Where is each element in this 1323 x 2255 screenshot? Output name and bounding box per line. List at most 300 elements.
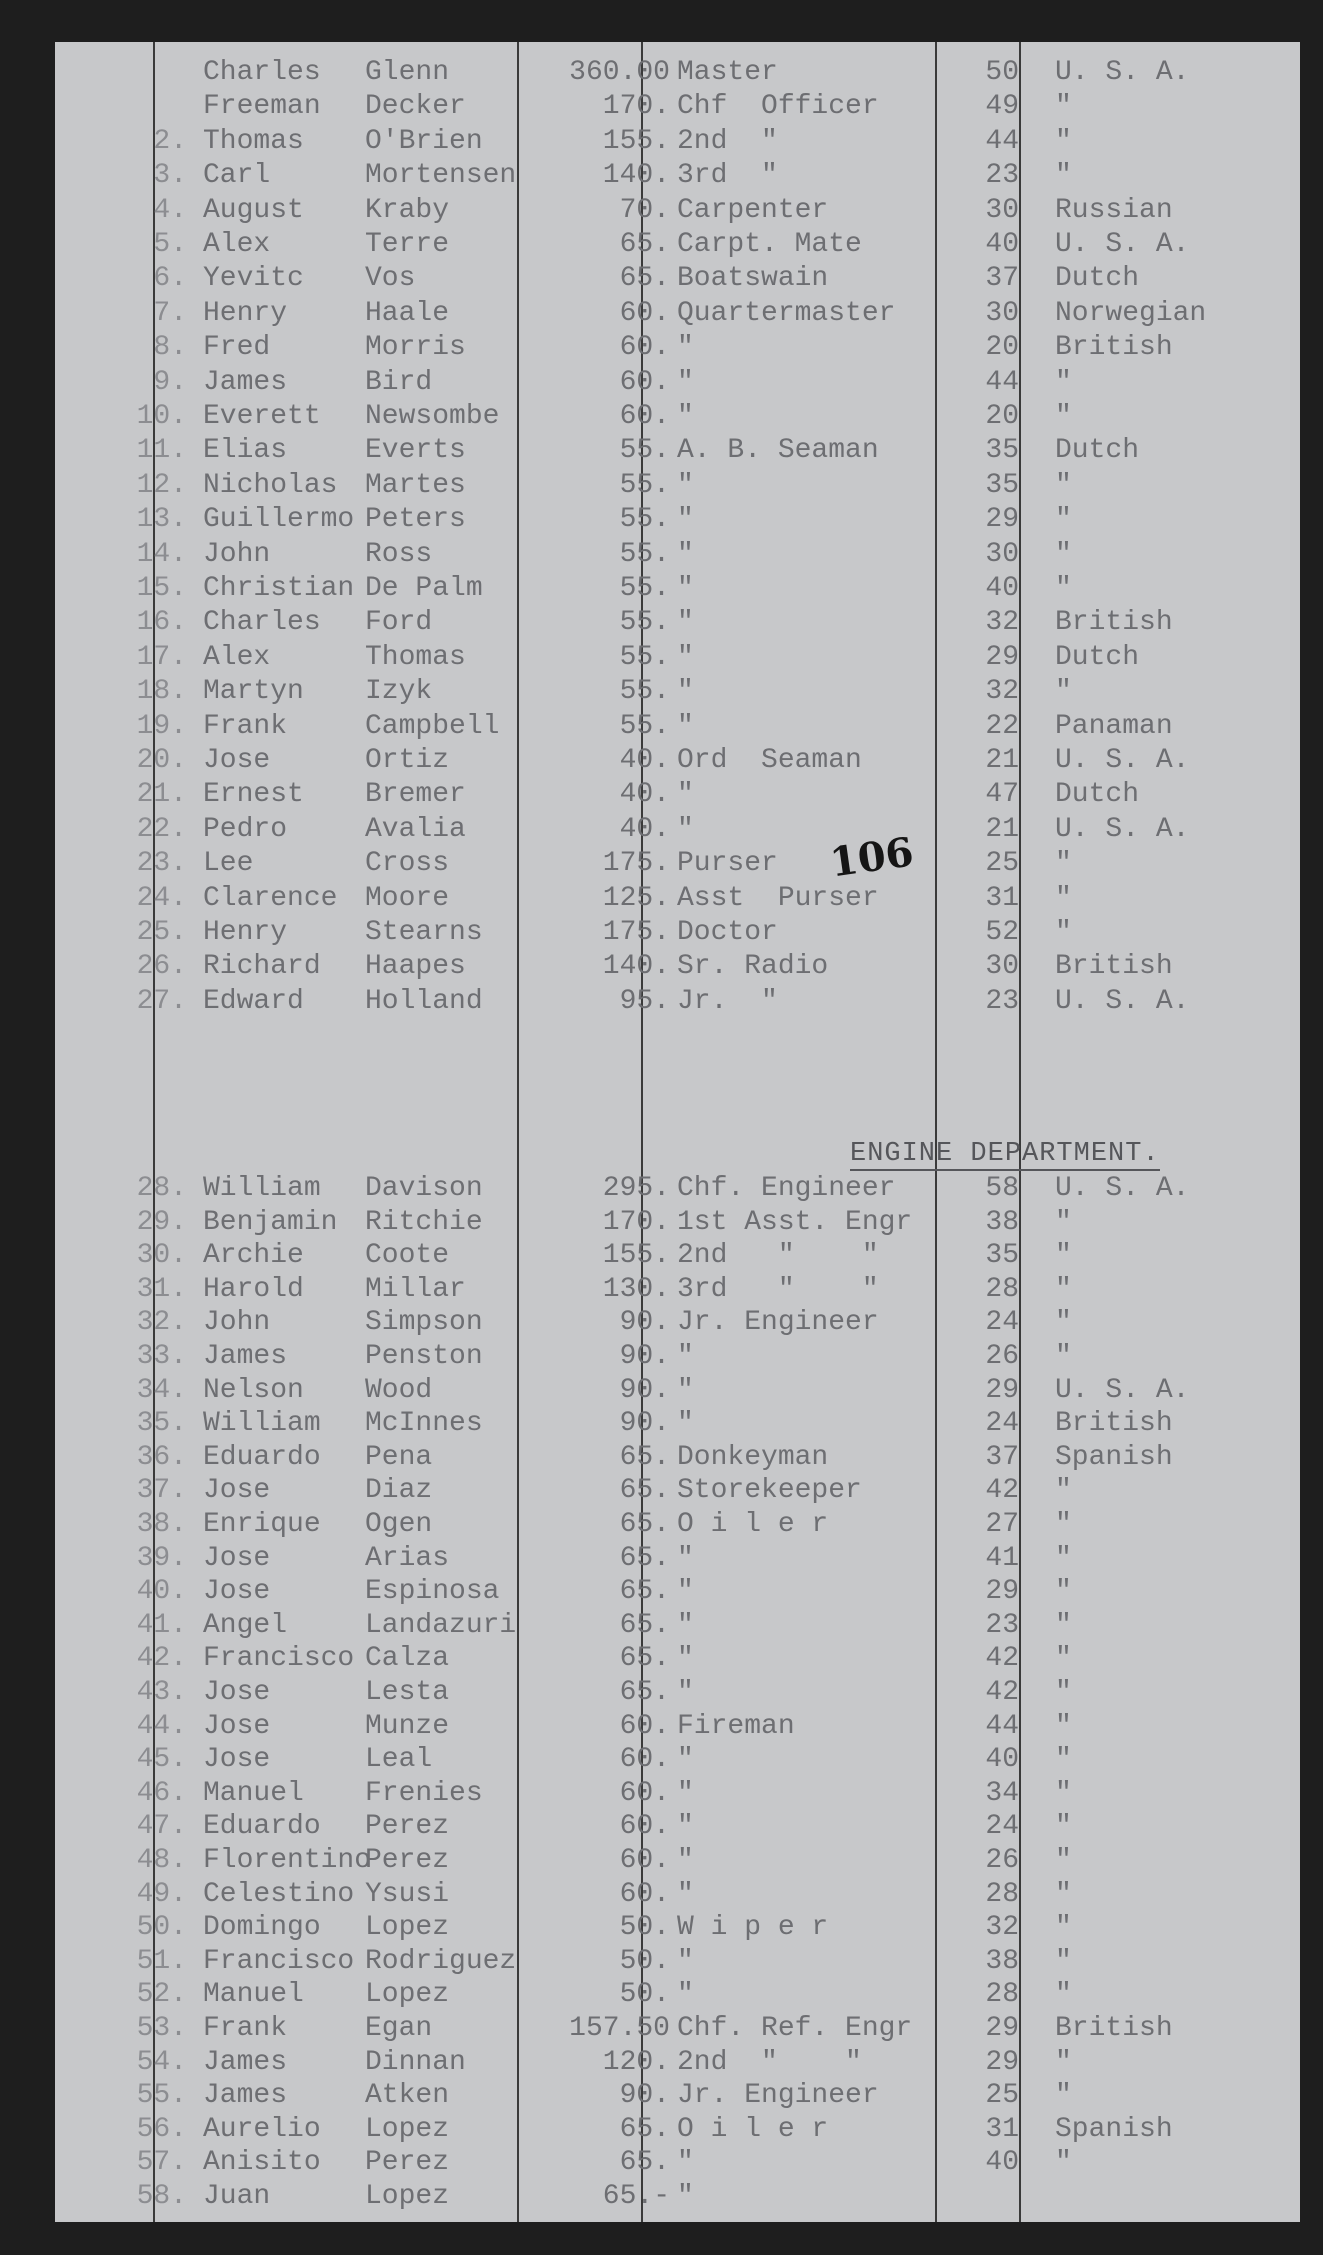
rating: A. B. Seaman [677, 435, 879, 467]
wage: 60. [619, 1845, 670, 1876]
rating: " [677, 538, 694, 570]
rating: Donkeyman [677, 1441, 829, 1473]
row-number: 2. [153, 125, 187, 157]
first-name: Aurelio [203, 2113, 321, 2145]
first-name: Jose [203, 1576, 271, 1608]
rating: " [677, 1341, 694, 1372]
nationality: " [1055, 366, 1072, 398]
first-name: Benjamin [203, 1206, 338, 1238]
wage: 55. [619, 435, 670, 467]
nationality: " [1055, 1878, 1072, 1910]
last-name: Calza [365, 1643, 450, 1675]
last-name: Munze [365, 1710, 450, 1742]
column-rule-name [517, 42, 519, 2222]
age: 30 [985, 951, 1019, 983]
rating: " [677, 1609, 694, 1641]
last-name: Simpson [365, 1307, 483, 1339]
row-number: 9. [153, 366, 187, 398]
rating: " [677, 504, 694, 536]
first-name: Enrique [203, 1509, 321, 1540]
row-number: 28. [136, 1173, 187, 1204]
wage: 60. [619, 1710, 670, 1742]
last-name: Penston [365, 1341, 483, 1372]
first-name: Charles [203, 57, 321, 88]
first-name: Clarence [203, 882, 338, 914]
wage: 60. [619, 1777, 670, 1809]
last-name: Espinosa [365, 1576, 500, 1608]
row-number: 32. [136, 1307, 187, 1339]
last-name: Avalia [365, 813, 466, 845]
rating: " [677, 1845, 694, 1876]
first-name: Manuel [203, 1777, 304, 1809]
last-name: Terre [365, 229, 450, 260]
last-name: Bremer [365, 779, 466, 811]
wage: 40. [619, 779, 670, 811]
row-number: 4. [153, 194, 187, 226]
wage: 90. [619, 1341, 670, 1372]
first-name: Eduardo [203, 1441, 321, 1473]
first-name: Domingo [203, 1912, 321, 1944]
nationality: " [1055, 2147, 1072, 2179]
wage: 95. [619, 985, 670, 1017]
first-name: James [203, 2046, 288, 2078]
rating: Sr. Radio [677, 951, 829, 983]
first-name: Richard [203, 951, 321, 983]
last-name: Dinnan [365, 2046, 466, 2078]
nationality: " [1055, 1609, 1072, 1641]
nationality: " [1055, 2046, 1072, 2078]
age: 23 [985, 1609, 1019, 1641]
first-name: Jose [203, 1744, 271, 1776]
first-name: William [203, 1173, 321, 1204]
wage: 65. [619, 1542, 670, 1574]
wage: 55. [619, 676, 670, 708]
row-number: 33. [136, 1341, 187, 1372]
age: 28 [985, 1273, 1019, 1305]
rating: 2nd " " [677, 1240, 879, 1272]
wage: 65. [619, 2147, 670, 2179]
row-number: 14. [136, 538, 187, 570]
rating: " [677, 1744, 694, 1776]
age: 24 [985, 1408, 1019, 1440]
rating: W i p e r [677, 1912, 829, 1944]
rating: Chf. Ref. Engr [677, 2013, 913, 2044]
row-number: 16. [136, 607, 187, 639]
nationality: " [1055, 676, 1072, 708]
row-number: 24. [136, 882, 187, 914]
wage: 175. [602, 848, 670, 880]
age: 47 [985, 779, 1019, 811]
first-name: Fred [203, 332, 271, 364]
first-name: Manuel [203, 1979, 304, 2011]
wage: 40. [619, 745, 670, 776]
first-name: Frank [203, 710, 288, 742]
row-number: 50. [136, 1912, 187, 1944]
age: 30 [985, 538, 1019, 570]
row-number: 5. [153, 229, 187, 260]
nationality: " [1055, 1744, 1072, 1776]
row-number: 56. [136, 2113, 187, 2145]
wage: 90. [619, 1374, 670, 1406]
nationality: " [1055, 1777, 1072, 1809]
last-name: Vos [365, 263, 416, 295]
nationality: Dutch [1055, 263, 1140, 295]
row-number: 21. [136, 779, 187, 811]
row-number: 8. [153, 332, 187, 364]
age: 29 [985, 1576, 1019, 1608]
row-number: 44. [136, 1710, 187, 1742]
last-name: Ritchie [365, 1206, 483, 1238]
last-name: Thomas [365, 641, 466, 673]
age: 26 [985, 1845, 1019, 1876]
wage: 170. [602, 1206, 670, 1238]
wage: 140. [602, 160, 670, 192]
age: 30 [985, 194, 1019, 226]
last-name: Decker [365, 91, 466, 123]
row-number: 10. [136, 401, 187, 432]
wage: 65. [619, 229, 670, 260]
wage: 170. [602, 91, 670, 123]
row-number: 22. [136, 813, 187, 845]
age: 40 [985, 573, 1019, 604]
age: 40 [985, 2147, 1019, 2179]
first-name: Nicholas [203, 469, 338, 501]
nationality: " [1055, 2080, 1072, 2112]
rating: " [677, 2147, 694, 2179]
wage: 360.00 [569, 57, 670, 88]
first-name: James [203, 366, 288, 398]
age: 24 [985, 1307, 1019, 1339]
rating: " [677, 710, 694, 742]
nationality: " [1055, 1811, 1072, 1843]
engine-department-heading: ENGINE DEPARTMENT. [850, 1139, 1160, 1169]
age: 44 [985, 1710, 1019, 1742]
first-name: Celestino [203, 1878, 355, 1910]
first-name: Jose [203, 1710, 271, 1742]
nationality: " [1055, 401, 1072, 432]
wage: 90. [619, 1307, 670, 1339]
age: 29 [985, 2046, 1019, 2078]
last-name: Egan [365, 2013, 433, 2044]
row-number: 29. [136, 1206, 187, 1238]
age: 37 [985, 1441, 1019, 1473]
last-name: De Palm [365, 573, 483, 604]
wage: 60. [619, 332, 670, 364]
wage: 50. [619, 1912, 670, 1944]
last-name: Wood [365, 1374, 433, 1406]
rating: Fireman [677, 1710, 795, 1742]
nationality: " [1055, 1542, 1072, 1574]
nationality: " [1055, 1912, 1072, 1944]
first-name: Everett [203, 401, 321, 432]
age: 28 [985, 1979, 1019, 2011]
wage: 120. [602, 2046, 670, 2078]
nationality: British [1055, 607, 1173, 639]
rating: " [677, 641, 694, 673]
nationality: " [1055, 917, 1072, 948]
rating: " [677, 2181, 694, 2212]
first-name: Nelson [203, 1374, 304, 1406]
last-name: Ford [365, 607, 433, 639]
rating: " [677, 813, 694, 845]
last-name: Lesta [365, 1677, 450, 1708]
rating: " [677, 401, 694, 432]
row-number: 19. [136, 710, 187, 742]
rating: 2nd " [677, 125, 778, 157]
first-name: Alex [203, 641, 271, 673]
first-name: Henry [203, 917, 288, 948]
rating: 3rd " " [677, 1273, 879, 1305]
row-number: 48. [136, 1845, 187, 1876]
age: 29 [985, 2013, 1019, 2044]
nationality: U. S. A. [1055, 1173, 1190, 1204]
rating: 2nd " " [677, 2046, 862, 2078]
first-name: Christian [203, 573, 355, 604]
age: 41 [985, 1542, 1019, 1574]
nationality: " [1055, 91, 1072, 123]
rating: " [677, 676, 694, 708]
wage: 65.- [602, 2181, 670, 2212]
nationality: " [1055, 882, 1072, 914]
last-name: Perez [365, 1811, 450, 1843]
age: 21 [985, 745, 1019, 776]
age: 21 [985, 813, 1019, 845]
first-name: Anisito [203, 2147, 321, 2179]
last-name: Peters [365, 504, 466, 536]
wage: 60. [619, 1744, 670, 1776]
wage: 60. [619, 366, 670, 398]
first-name: Ernest [203, 779, 304, 811]
nationality: Dutch [1055, 435, 1140, 467]
row-number: 37. [136, 1475, 187, 1507]
last-name: Newsombe [365, 401, 500, 432]
first-name: August [203, 194, 304, 226]
last-name: Ogen [365, 1509, 433, 1540]
age: 22 [985, 710, 1019, 742]
row-number: 11. [136, 435, 187, 467]
first-name: Jose [203, 1677, 271, 1708]
nationality: Spanish [1055, 2113, 1173, 2145]
first-name: Yevitc [203, 263, 304, 295]
age: 35 [985, 435, 1019, 467]
first-name: Jose [203, 745, 271, 776]
wage: 155. [602, 1240, 670, 1272]
row-number: 13. [136, 504, 187, 536]
wage: 60. [619, 401, 670, 432]
nationality: " [1055, 469, 1072, 501]
age: 29 [985, 641, 1019, 673]
wage: 175. [602, 917, 670, 948]
age: 42 [985, 1475, 1019, 1507]
row-number: 43. [136, 1677, 187, 1708]
rating: Ord Seaman [677, 745, 862, 776]
rating: " [677, 1811, 694, 1843]
nationality: British [1055, 951, 1173, 983]
age: 40 [985, 229, 1019, 260]
age: 26 [985, 1341, 1019, 1372]
wage: 140. [602, 951, 670, 983]
torn-corner [0, 0, 55, 120]
wage: 55. [619, 538, 670, 570]
first-name: Elias [203, 435, 288, 467]
age: 23 [985, 985, 1019, 1017]
first-name: James [203, 2080, 288, 2112]
nationality: " [1055, 1710, 1072, 1742]
rating: 3rd " [677, 160, 778, 192]
last-name: Martes [365, 469, 466, 501]
last-name: Ortiz [365, 745, 450, 776]
first-name: Eduardo [203, 1811, 321, 1843]
last-name: Ross [365, 538, 433, 570]
age: 42 [985, 1643, 1019, 1675]
rating: 1st Asst. Engr [677, 1206, 913, 1238]
first-name: John [203, 1307, 271, 1339]
wage: 65. [619, 1441, 670, 1473]
row-number: 6. [153, 263, 187, 295]
last-name: O'Brien [365, 125, 483, 157]
last-name: Arias [365, 1542, 450, 1574]
last-name: Perez [365, 1845, 450, 1876]
row-number: 41. [136, 1609, 187, 1641]
first-name: Freeman [203, 91, 321, 123]
rating: Jr. " [677, 985, 778, 1017]
nationality: British [1055, 1408, 1173, 1440]
last-name: Rodriguez [365, 1945, 517, 1977]
last-name: Leal [365, 1744, 433, 1776]
row-number: 54. [136, 2046, 187, 2078]
last-name: Coote [365, 1240, 450, 1272]
last-name: Davison [365, 1173, 483, 1204]
nationality: U. S. A. [1055, 985, 1190, 1017]
age: 32 [985, 607, 1019, 639]
row-number: 31. [136, 1273, 187, 1305]
first-name: Archie [203, 1240, 304, 1272]
column-rule-rating [935, 42, 937, 2222]
rating: " [677, 1945, 694, 1977]
row-number: 7. [153, 297, 187, 329]
nationality: " [1055, 573, 1072, 604]
nationality: " [1055, 1307, 1072, 1339]
wage: 65. [619, 1609, 670, 1641]
nationality: " [1055, 1475, 1072, 1507]
first-name: Lee [203, 848, 254, 880]
nationality: U. S. A. [1055, 1374, 1190, 1406]
nationality: British [1055, 332, 1173, 364]
age: 30 [985, 297, 1019, 329]
wage: 130. [602, 1273, 670, 1305]
nationality: Panaman [1055, 710, 1173, 742]
nationality: U. S. A. [1055, 229, 1190, 260]
row-number: 3. [153, 160, 187, 192]
last-name: Pena [365, 1441, 433, 1473]
wage: 65. [619, 1576, 670, 1608]
row-number: 18. [136, 676, 187, 708]
row-number: 51. [136, 1945, 187, 1977]
row-number: 30. [136, 1240, 187, 1272]
age: 44 [985, 125, 1019, 157]
row-number: 53. [136, 2013, 187, 2044]
last-name: Stearns [365, 917, 483, 948]
age: 35 [985, 469, 1019, 501]
row-number: 39. [136, 1542, 187, 1574]
last-name: Frenies [365, 1777, 483, 1809]
wage: 65. [619, 1677, 670, 1708]
age: 25 [985, 2080, 1019, 2112]
age: 49 [985, 91, 1019, 123]
age: 42 [985, 1677, 1019, 1708]
age: 50 [985, 57, 1019, 88]
nationality: " [1055, 160, 1072, 192]
nationality: U. S. A. [1055, 813, 1190, 845]
nationality: " [1055, 1979, 1072, 2011]
row-number: 40. [136, 1576, 187, 1608]
age: 37 [985, 263, 1019, 295]
wage: 60. [619, 1878, 670, 1910]
first-name: Martyn [203, 676, 304, 708]
nationality: U. S. A. [1055, 745, 1190, 776]
column-rule-age [1019, 42, 1021, 2222]
wage: 55. [619, 469, 670, 501]
rating: " [677, 469, 694, 501]
rating: Storekeeper [677, 1475, 862, 1507]
nationality: British [1055, 2013, 1173, 2044]
age: 52 [985, 917, 1019, 948]
nationality: Russian [1055, 194, 1173, 226]
nationality: " [1055, 125, 1072, 157]
nationality: Spanish [1055, 1441, 1173, 1473]
last-name: Lopez [365, 1912, 450, 1944]
last-name: Campbell [365, 710, 500, 742]
row-number: 36. [136, 1441, 187, 1473]
nationality: " [1055, 1273, 1072, 1305]
age: 58 [985, 1173, 1019, 1204]
nationality: " [1055, 1576, 1072, 1608]
rating: O i l e r [677, 1509, 829, 1540]
nationality: U. S. A. [1055, 57, 1190, 88]
first-name: Henry [203, 297, 288, 329]
age: 31 [985, 882, 1019, 914]
first-name: John [203, 538, 271, 570]
nationality: " [1055, 1341, 1072, 1372]
rating: " [677, 332, 694, 364]
wage: 90. [619, 1408, 670, 1440]
rating: " [677, 1643, 694, 1675]
first-name: Jose [203, 1475, 271, 1507]
wage: 40. [619, 813, 670, 845]
nationality: " [1055, 504, 1072, 536]
wage: 60. [619, 297, 670, 329]
age: 25 [985, 848, 1019, 880]
rating: " [677, 1408, 694, 1440]
first-name: Jose [203, 1542, 271, 1574]
row-number: 23. [136, 848, 187, 880]
last-name: Perez [365, 2147, 450, 2179]
nationality: " [1055, 1206, 1072, 1238]
row-number: 34. [136, 1374, 187, 1406]
first-name: Alex [203, 229, 271, 260]
wage: 55. [619, 607, 670, 639]
last-name: Kraby [365, 194, 450, 226]
wage: 295. [602, 1173, 670, 1204]
age: 23 [985, 160, 1019, 192]
row-number: 15. [136, 573, 187, 604]
wage: 65. [619, 1475, 670, 1507]
first-name: Carl [203, 160, 271, 192]
rating: Asst Purser [677, 882, 879, 914]
first-name: Pedro [203, 813, 288, 845]
nationality: " [1055, 1845, 1072, 1876]
row-number: 45. [136, 1744, 187, 1776]
